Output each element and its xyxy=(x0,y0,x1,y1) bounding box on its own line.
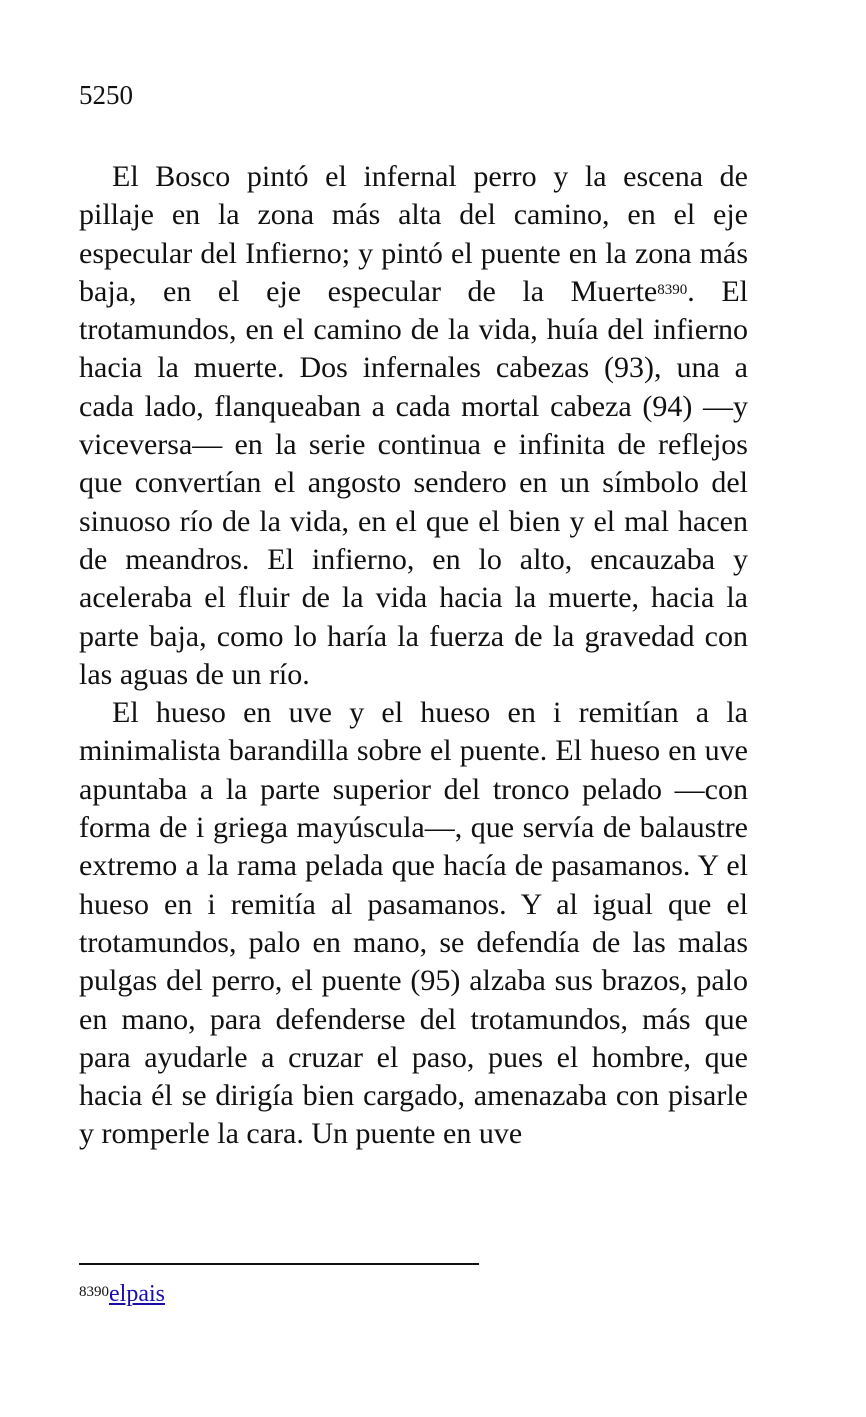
body-text xyxy=(79,158,748,1154)
footnote-divider xyxy=(79,1263,479,1265)
page-number: 5250 xyxy=(79,80,133,110)
footnote-link[interactable]: elpais xyxy=(109,1281,165,1307)
footnote-number: 8390 xyxy=(79,1284,109,1300)
paragraph-1-text-end: . El trotamundos, en el camino de la vida, huía del infierno hacia la muerte. Dos infernales cabezas (93), una a cada lado, flanqueaban a cada mortal cabeza (94) —y viceversa— en la serie continua e infinita de reflejos que convertían el angosto sendero en un símbolo del sinuoso río de la vida, en el que el bien y el mal hacen de meandros. El infierno, en lo alto, encauzaba y aceleraba el fluir de la vida hacia la muerte, hacia la parte baja, como lo haría la fuerza de la gravedad con las aguas de un río. xyxy=(79,274,748,691)
paragraph-1 xyxy=(79,158,748,694)
paragraph-1-text-start: El Bosco pintó el infernal perro y la escena de pillaje en la zona más alta del camino, en el eje especular del Infierno; y pintó el puente en la zona más baja, en el eje especular de la Muerte xyxy=(79,160,748,308)
footnote xyxy=(79,1279,165,1309)
footnote-reference[interactable]: 8390 xyxy=(657,281,688,298)
paragraph-2: El hueso en uve y el hueso en i remitían a la minimalista barandilla sobre el puente. El hueso en uve apuntaba a la parte superior del tronco pelado —con forma de i griega mayúscula—, que servía de balaustre extremo a la rama pelada que hacía de pasamanos. Y el hueso en i remitía al pasamanos. Y al igual que el trotamundos, palo en mano, se defendía de las malas pulgas del perro, el puente (95) alzaba sus brazos, palo en mano, para defenderse del trotamundos, más que para ayudarle a cruzar el paso, pues el hombre, que hacia él se dirigía bien cargado, amenazaba con pisarle y romperle la cara. Un puente en uve xyxy=(79,696,748,1151)
